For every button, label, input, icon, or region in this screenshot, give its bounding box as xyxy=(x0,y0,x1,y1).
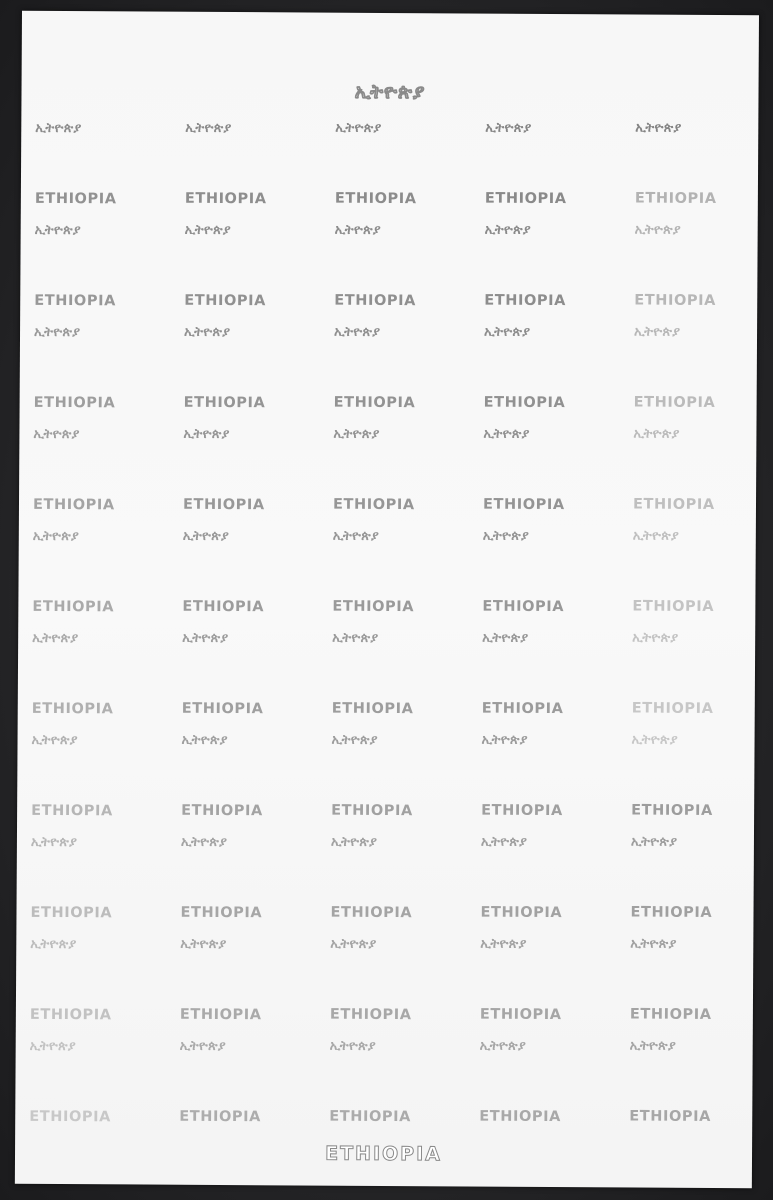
label-ethiopia-latin: ETHIOPIA xyxy=(632,496,715,513)
label-ethiopia-latin: ETHIOPIA xyxy=(482,496,565,514)
label-ethiopia-latin: ETHIOPIA xyxy=(31,802,113,820)
label-ethiopia-latin: ETHIOPIA xyxy=(632,598,715,615)
label-ethiopia-latin: ETHIOPIA xyxy=(480,904,563,922)
label-ethiopia-latin: ETHIOPIA xyxy=(34,292,116,310)
sheet-footer-ethiopia: ETHIOPIA xyxy=(325,1142,442,1166)
label-ethiopia-latin: ETHIOPIA xyxy=(179,1006,262,1024)
label-ethiopia-latin: ETHIOPIA xyxy=(180,904,263,922)
label-ethiopia-latin: ETHIOPIA xyxy=(32,496,115,514)
label-ethiopia-geez: ኢትዮጵያ xyxy=(329,1038,377,1054)
label-ethiopia-latin: ETHIOPIA xyxy=(182,598,265,616)
label-ethiopia-geez: ኢትዮጵያ xyxy=(334,324,381,340)
label-ethiopia-geez: ኢትዮጵያ xyxy=(35,120,82,137)
label-ethiopia-geez: ኢትዮጵያ xyxy=(480,936,527,952)
label-ethiopia-latin: ETHIOPIA xyxy=(484,292,566,310)
decal-sheet xyxy=(15,11,759,1188)
label-ethiopia-geez: ኢትዮጵያ xyxy=(185,120,232,137)
label-ethiopia-geez: ኢትዮጵያ xyxy=(629,1038,677,1054)
label-ethiopia-latin: ETHIOPIA xyxy=(479,1006,562,1024)
label-ethiopia-latin: ETHIOPIA xyxy=(331,802,413,820)
label-ethiopia-geez: ኢትዮጵያ xyxy=(480,834,528,850)
label-ethiopia-latin: ETHIOPIA xyxy=(334,190,417,208)
label-ethiopia-latin: ETHIOPIA xyxy=(484,190,567,208)
label-ethiopia-latin: ETHIOPIA xyxy=(29,1006,112,1024)
label-ethiopia-geez: ኢትዮጵያ xyxy=(184,324,231,341)
label-ethiopia-latin: ETHIOPIA xyxy=(631,700,714,717)
label-ethiopia-geez: ኢትዮጵያ xyxy=(181,732,228,749)
label-ethiopia-latin: ETHIOPIA xyxy=(630,904,713,921)
label-ethiopia-geez: ኢትዮጵያ xyxy=(33,324,81,341)
label-ethiopia-geez: ኢትዮጵያ xyxy=(482,528,530,544)
label-ethiopia-geez: ኢትዮጵያ xyxy=(335,120,382,136)
label-ethiopia-geez: ኢትዮጵያ xyxy=(32,528,80,545)
label-ethiopia-latin: ETHIOPIA xyxy=(330,904,413,922)
label-ethiopia-geez: ኢትዮጵያ xyxy=(29,1038,77,1055)
label-ethiopia-latin: ETHIOPIA xyxy=(184,292,266,310)
label-ethiopia-geez: ኢትዮጵያ xyxy=(333,426,380,442)
label-ethiopia-geez: ኢትዮጵያ xyxy=(332,528,380,544)
label-ethiopia-geez: ኢትዮጵያ xyxy=(635,120,682,136)
label-ethiopia-latin: ETHIOPIA xyxy=(483,394,566,412)
label-ethiopia-latin: ETHIOPIA xyxy=(30,904,113,922)
label-ethiopia-latin: ETHIOPIA xyxy=(179,1108,262,1126)
label-ethiopia-latin: ETHIOPIA xyxy=(33,394,116,412)
label-ethiopia-latin: ETHIOPIA xyxy=(34,190,117,208)
label-ethiopia-latin: ETHIOPIA xyxy=(631,802,713,819)
label-ethiopia-geez: ኢትዮጵያ xyxy=(484,324,531,340)
label-ethiopia-geez: ኢትዮጵያ xyxy=(182,630,229,647)
sheet-header-amharic: ኢትዮጵያ xyxy=(354,80,426,104)
label-ethiopia-latin: ETHIOPIA xyxy=(332,496,415,514)
label-ethiopia-geez: ኢትዮጵያ xyxy=(180,834,228,851)
label-ethiopia-geez: ኢትዮጵያ xyxy=(479,1038,527,1054)
label-ethiopia-geez: ኢትዮጵያ xyxy=(632,528,680,544)
label-ethiopia-latin: ETHIOPIA xyxy=(479,1108,562,1126)
label-ethiopia-geez: ኢትዮጵያ xyxy=(630,834,678,850)
label-ethiopia-geez: ኢትዮጵያ xyxy=(30,936,77,953)
label-ethiopia-geez: ኢትዮጵያ xyxy=(183,426,230,443)
label-ethiopia-geez: ኢትዮጵያ xyxy=(34,222,82,239)
label-ethiopia-geez: ኢትዮጵያ xyxy=(631,732,678,748)
label-ethiopia-geez: ኢትዮጵያ xyxy=(182,528,230,545)
label-ethiopia-latin: ETHIOPIA xyxy=(482,598,565,616)
label-ethiopia-latin: ETHIOPIA xyxy=(31,700,114,718)
label-ethiopia-geez: ኢትዮጵያ xyxy=(630,936,677,952)
label-ethiopia-latin: ETHIOPIA xyxy=(332,598,415,616)
label-ethiopia-geez: ኢትዮጵያ xyxy=(31,732,78,749)
label-ethiopia-latin: ETHIOPIA xyxy=(182,496,265,514)
label-ethiopia-latin: ETHIOPIA xyxy=(181,700,264,718)
label-ethiopia-latin: ETHIOPIA xyxy=(183,394,266,412)
label-ethiopia-geez: ኢትዮጵያ xyxy=(32,630,79,647)
label-ethiopia-latin: ETHIOPIA xyxy=(634,292,716,309)
label-ethiopia-latin: ETHIOPIA xyxy=(629,1006,712,1023)
label-ethiopia-geez: ኢትዮጵያ xyxy=(482,630,529,646)
label-ethiopia-latin: ETHIOPIA xyxy=(329,1108,412,1126)
label-ethiopia-geez: ኢትዮጵያ xyxy=(334,222,382,238)
label-ethiopia-latin: ETHIOPIA xyxy=(29,1108,112,1126)
label-ethiopia-latin: ETHIOPIA xyxy=(333,394,416,412)
label-ethiopia-latin: ETHIOPIA xyxy=(181,802,263,820)
label-ethiopia-latin: ETHIOPIA xyxy=(633,394,716,411)
label-ethiopia-geez: ኢትዮጵያ xyxy=(634,324,681,340)
label-ethiopia-geez: ኢትዮጵያ xyxy=(332,630,379,646)
label-ethiopia-geez: ኢትዮጵያ xyxy=(184,222,232,239)
label-ethiopia-latin: ETHIOPIA xyxy=(629,1108,712,1125)
label-ethiopia-geez: ኢትዮጵያ xyxy=(632,630,679,646)
label-ethiopia-latin: ETHIOPIA xyxy=(481,700,564,718)
label-ethiopia-geez: ኢትዮጵያ xyxy=(330,936,377,952)
label-ethiopia-geez: ኢትዮጵያ xyxy=(179,1038,227,1055)
label-ethiopia-latin: ETHIOPIA xyxy=(331,700,414,718)
label-ethiopia-geez: ኢትዮጵያ xyxy=(483,426,530,442)
label-ethiopia-latin: ETHIOPIA xyxy=(481,802,563,820)
label-ethiopia-geez: ኢትዮጵያ xyxy=(633,426,680,442)
label-ethiopia-latin: ETHIOPIA xyxy=(32,598,115,616)
label-ethiopia-geez: ኢትዮጵያ xyxy=(481,732,528,748)
label-ethiopia-latin: ETHIOPIA xyxy=(334,292,416,310)
label-ethiopia-latin: ETHIOPIA xyxy=(184,190,267,208)
label-ethiopia-geez: ኢትዮጵያ xyxy=(485,120,532,136)
label-ethiopia-geez: ኢትዮጵያ xyxy=(30,834,78,851)
label-ethiopia-geez: ኢትዮጵያ xyxy=(634,222,682,238)
label-ethiopia-latin: ETHIOPIA xyxy=(329,1006,412,1024)
label-ethiopia-latin: ETHIOPIA xyxy=(634,190,717,207)
label-ethiopia-geez: ኢትዮጵያ xyxy=(331,732,378,748)
label-ethiopia-geez: ኢትዮጵያ xyxy=(484,222,532,238)
label-ethiopia-geez: ኢትዮጵያ xyxy=(33,426,80,443)
label-ethiopia-geez: ኢትዮጵያ xyxy=(330,834,378,850)
label-ethiopia-geez: ኢትዮጵያ xyxy=(180,936,227,953)
